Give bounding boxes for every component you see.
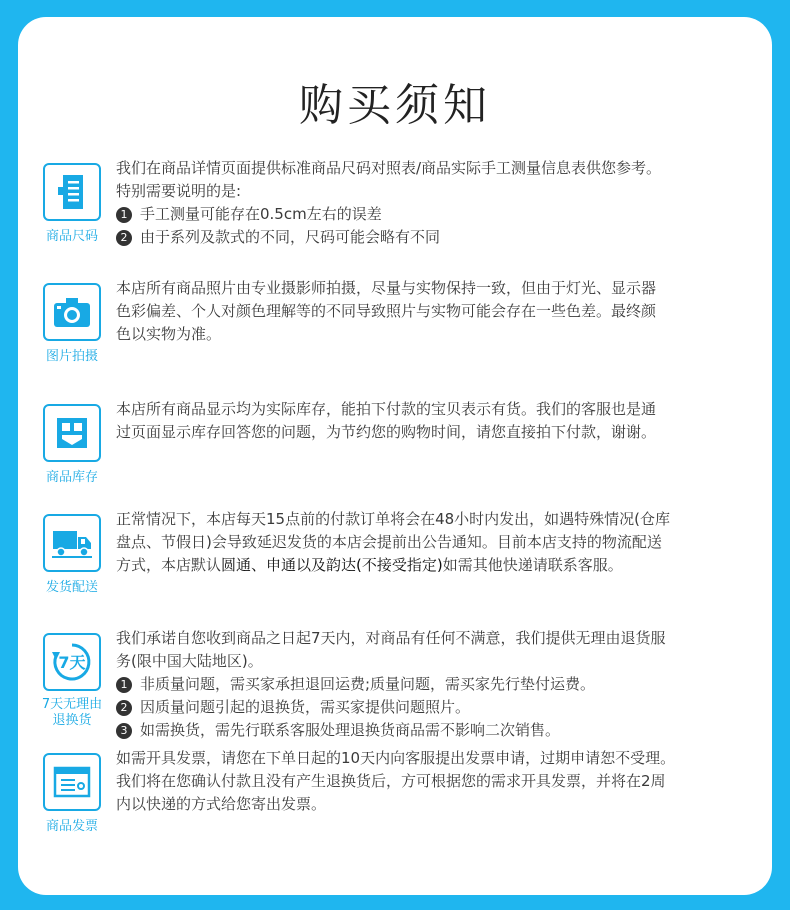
truck-icon [43, 514, 101, 572]
point-number: 2 [116, 700, 132, 716]
point-item [116, 719, 750, 742]
point-number: 1 [116, 207, 132, 223]
point-number: 3 [116, 723, 132, 739]
point-item [116, 696, 750, 719]
courier-list: 圆通、申通以及韵达(不接受指定) [221, 556, 443, 574]
point-text: 如需换货，需先行联系客服处理退换货商品需不影响二次销售。 [140, 721, 561, 739]
text-line: 我们在商品详情页面提供标准商品尺码对照表/商品实际手工测量信息表供您参考。 [116, 159, 662, 177]
text-line: 本店所有商品照片由专业摄影师拍摄，尽量与实物保持一致，但由于灯光、显示器 [116, 279, 657, 297]
text-line: 过页面显示库存回答您的问题，为节约您的购物时间，请您直接拍下付款，谢谢。 [116, 423, 657, 441]
section-label-line: 退换货 [52, 713, 92, 728]
size-chart-icon [43, 163, 101, 221]
purchase-notice-card [18, 17, 772, 895]
section-text [116, 627, 750, 742]
box-icon [43, 404, 101, 462]
point-number: 2 [116, 230, 132, 246]
text-line: 本店所有商品显示均为实际库存，能拍下付款的宝贝表示有货。我们的客服也是通 [116, 400, 657, 418]
point-text: 非质量问题，需买家承担退回运费;质量问题，需买家先行垫付运费。 [140, 675, 596, 693]
text-line: 务(限中国大陆地区)。 [116, 652, 263, 670]
section-text [116, 157, 750, 249]
text-segment: 方式，本店默认 [116, 556, 222, 574]
section-label: 商品尺码 [45, 229, 98, 244]
text-segment: 如需其他快递请联系客服。 [442, 556, 623, 574]
page-title: 购买须知 [299, 80, 491, 131]
text-line: 特别需要说明的是: [116, 182, 242, 200]
seven-day-return-icon [43, 633, 101, 691]
section-text [116, 747, 750, 816]
section-label: 商品库存 [45, 470, 98, 485]
invoice-icon [43, 753, 101, 811]
section-label: 图片拍摄 [45, 349, 98, 364]
section-text [116, 508, 750, 577]
point-text: 手工测量可能存在0.5cm左右的误差 [140, 205, 382, 223]
text-line: 我们将在您确认付款且没有产生退换货后，方可根据您的需求开具发票，并将在2周 [116, 772, 666, 790]
section-label-line: 7天无理由 [41, 697, 103, 712]
text-line: 内以快递的方式给您寄出发票。 [116, 795, 327, 813]
section-label: 发货配送 [45, 580, 98, 595]
point-item [116, 226, 750, 249]
camera-icon [43, 283, 101, 341]
text-line [116, 554, 750, 577]
text-line: 色以实物为准。 [116, 325, 222, 343]
point-text: 因质量问题引起的退换货，需买家提供问题照片。 [140, 698, 471, 716]
text-line: 正常情况下，本店每天15点前的付款订单将会在48小时内发出，如遇特殊情况(仓库 [116, 510, 671, 528]
point-text: 由于系列及款式的不同，尺码可能会略有不同 [140, 228, 441, 246]
point-item [116, 203, 750, 226]
point-number: 1 [116, 677, 132, 693]
text-line: 我们承诺自您收到商品之日起7天内，对商品有任何不满意，我们提供无理由退货服 [116, 629, 666, 647]
text-line: 盘点、节假日)会导致延迟发货的本店会提前出公告通知。目前本店支持的物流配送 [116, 533, 662, 551]
section-label [40, 697, 104, 729]
section-label: 商品发票 [45, 819, 98, 834]
text-line: 色彩偏差、个人对颜色理解等的不同导致照片与实物可能会存在一些色差。最终颜 [116, 302, 657, 320]
section-text [116, 277, 750, 346]
text-line: 如需开具发票，请您在下单日起的10天内向客服提出发票申请，过期申请恕不受理。 [116, 749, 676, 767]
section-text [116, 398, 750, 444]
badge-text: 7天 [58, 653, 86, 672]
point-item [116, 673, 750, 696]
